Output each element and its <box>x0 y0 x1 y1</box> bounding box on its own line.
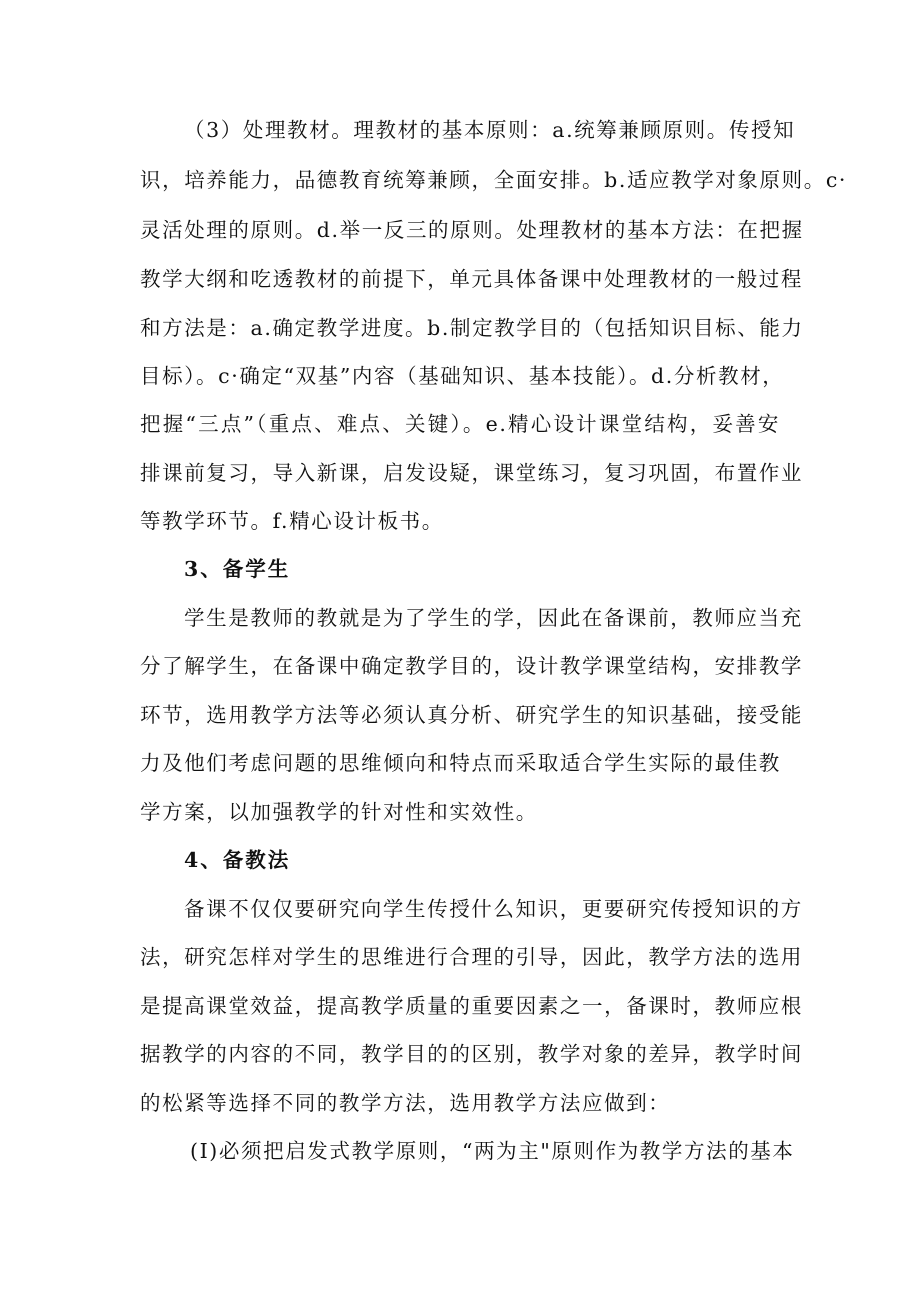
paragraph-line: 分了解学生，在备课中确定教学目的，设计教学课堂结构，安排教学 <box>140 654 803 678</box>
paragraph-line: 环节，选用教学方法等必须认真分析、研究学生的知识基础，接受能 <box>140 703 803 727</box>
paragraph-line: 灵活处理的原则。d.举一反三的原则。处理教材的基本方法：在把握 <box>140 218 804 242</box>
paragraph-line: 学生是教师的教就是为了学生的学，因此在备课前，教师应当充 <box>184 606 803 630</box>
paragraph-line: 排课前复习，导入新课，启发设疑，课堂练习，复习巩固，布置作业 <box>140 461 803 485</box>
paragraph-line: 目标）。c·确定“双基”内容（基础知识、基本技能）。d.分析教材， <box>140 364 785 388</box>
paragraph-line: 备课不仅仅要研究向学生传授什么知识，更要研究传授知识的方 <box>184 897 803 921</box>
paragraph-line: 法，研究怎样对学生的思维进行合理的引导，因此，教学方法的选用 <box>140 945 803 969</box>
paragraph-line: 把握“三点”（重点、难点、关键）。e.精心设计课堂结构，妥善安 <box>140 412 780 436</box>
paragraph-line: 等教学环节。f.精心设计板书。 <box>140 509 444 533</box>
paragraph-line: 的松紧等选择不同的教学方法，选用教学方法应做到： <box>140 1091 671 1115</box>
paragraph-line: 是提高课堂效益，提高教学质量的重要因素之一，备课时，教师应根 <box>140 994 803 1018</box>
paragraph-line: (I)必须把启发式教学原则，“两为主"原则作为教学方法的基本 <box>190 1139 795 1163</box>
section-heading: 4、备教法 <box>184 848 291 872</box>
paragraph-line: 和方法是：a.确定教学进度。b.制定教学目的（包括知识目标、能力 <box>140 316 804 340</box>
paragraph-line: 识，培养能力，品德教育统筹兼顾，全面安排。b.适应教学对象原则。c· <box>140 168 848 192</box>
paragraph-line: （3）处理教材。理教材的基本原则：a.统筹兼顾原则。传授知 <box>184 118 796 142</box>
paragraph-line: 据教学的内容的不同，教学目的的区别，教学对象的差异，教学时间 <box>140 1042 803 1066</box>
paragraph-line: 学方案，以加强教学的针对性和实效性。 <box>140 800 538 824</box>
section-heading: 3、备学生 <box>184 557 291 581</box>
paragraph-line: 力及他们考虑问题的思维倾向和特点而采取适合学生实际的最佳教 <box>140 751 781 775</box>
paragraph-line: 教学大纲和吃透教材的前提下，单元具体备课中处理教材的一般过程 <box>140 267 803 291</box>
